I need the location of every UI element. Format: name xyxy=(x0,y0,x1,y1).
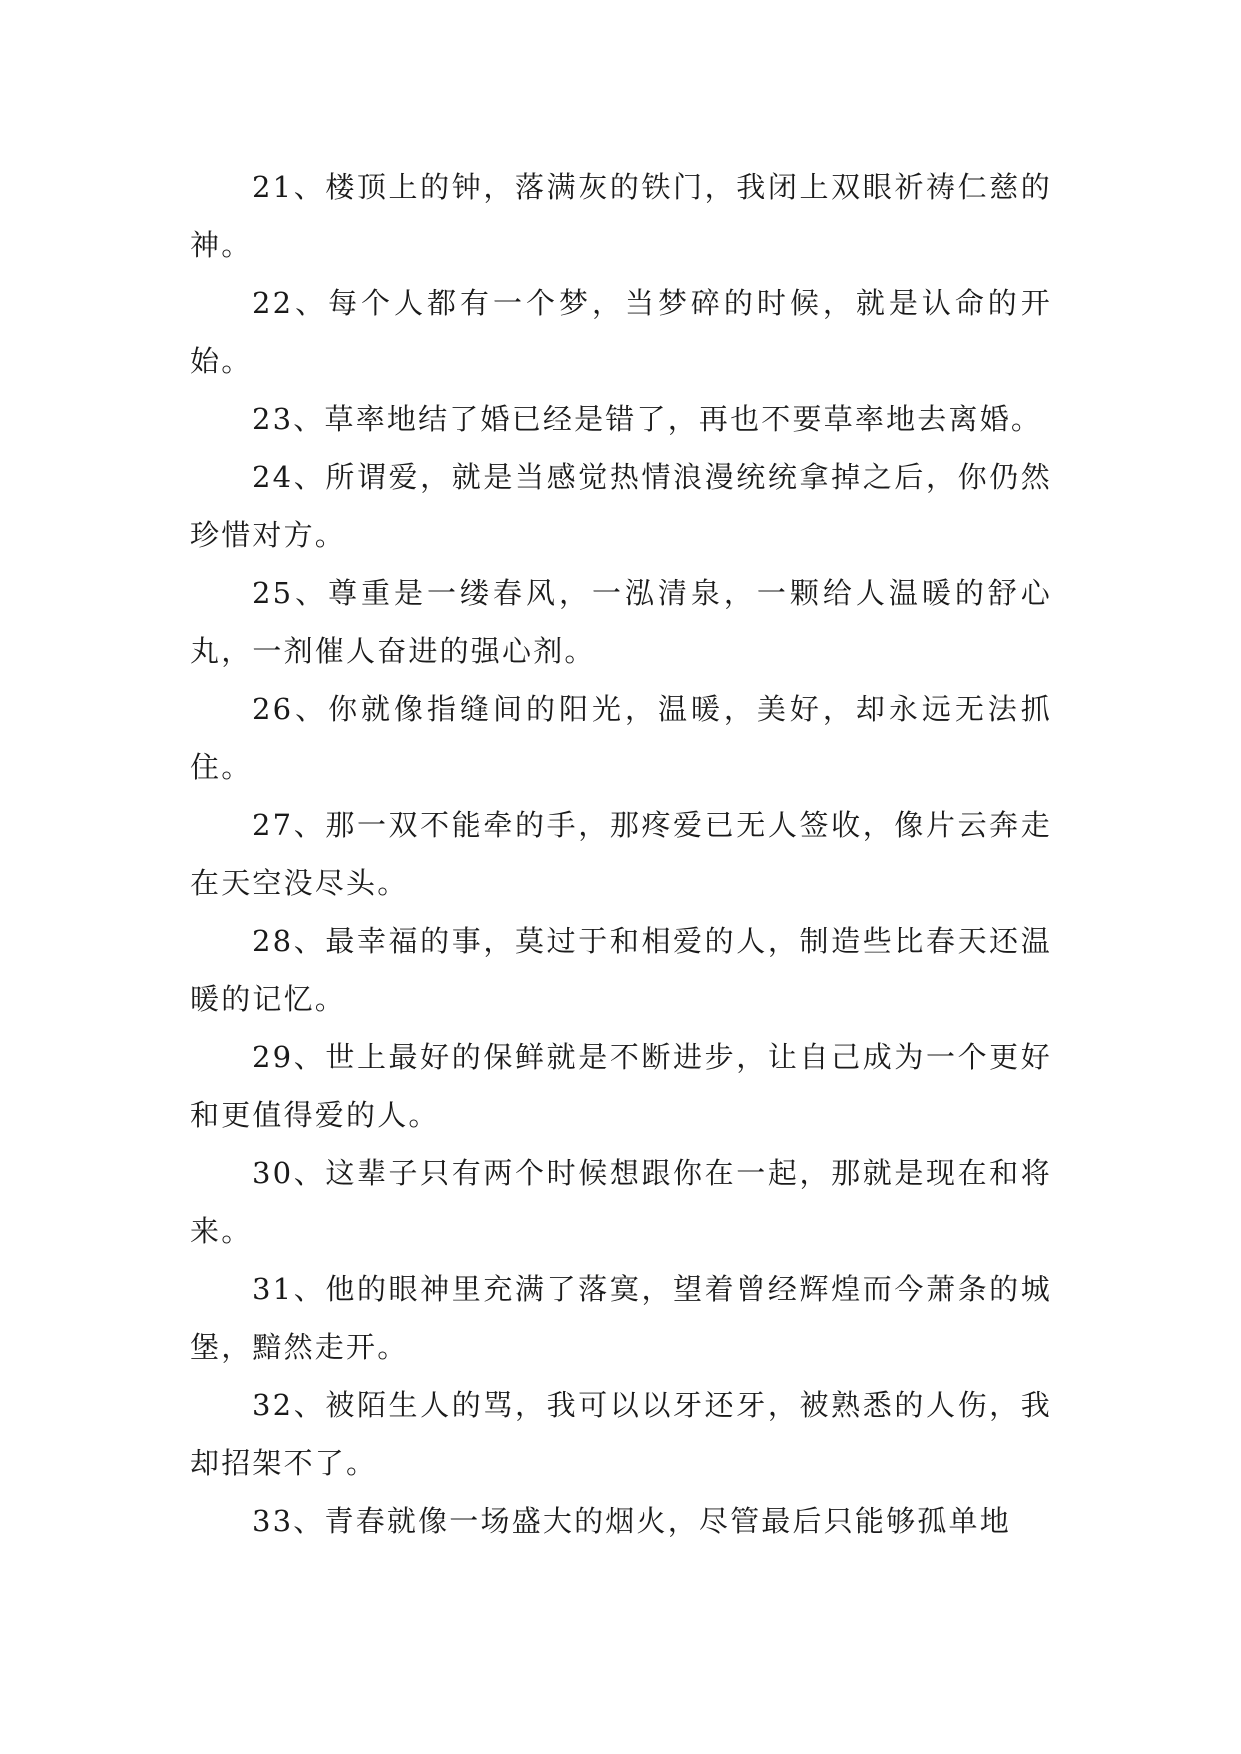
paragraph-26: 26、你就像指缝间的阳光，温暖，美好，却永远无法抓住。 xyxy=(190,692,1052,784)
paragraph-23: 23、草率地结了婚已经是错了，再也不要草率地去离婚。 xyxy=(252,402,1043,436)
paragraph-27: 27、那一双不能牵的手，那疼爱已无人签收，像片云奔走在天空没尽头。 xyxy=(190,808,1052,900)
paragraph-24: 24、所谓爱，就是当感觉热情浪漫统统拿掉之后，你仍然珍惜对方。 xyxy=(190,460,1052,552)
paragraph-32: 32、被陌生人的骂，我可以以牙还牙，被熟悉的人伤，我却招架不了。 xyxy=(190,1388,1052,1480)
paragraph-30: 30、这辈子只有两个时候想跟你在一起，那就是现在和将来。 xyxy=(190,1156,1052,1248)
paragraph-31: 31、他的眼神里充满了落寞，望着曾经辉煌而今萧条的城堡，黯然走开。 xyxy=(190,1272,1052,1364)
paragraph-21: 21、楼顶上的钟，落满灰的铁门，我闭上双眼祈祷仁慈的神。 xyxy=(190,170,1052,262)
document-body xyxy=(190,158,1052,1550)
paragraph-33: 33、青春就像一场盛大的烟火，尽管最后只能够孤单地 xyxy=(252,1504,1011,1538)
paragraph-29: 29、世上最好的保鲜就是不断进步，让自己成为一个更好和更值得爱的人。 xyxy=(190,1040,1052,1132)
paragraph-28: 28、最幸福的事，莫过于和相爱的人，制造些比春天还温暖的记忆。 xyxy=(190,924,1052,1016)
paragraph-25: 25、尊重是一缕春风，一泓清泉，一颗给人温暖的舒心丸，一剂催人奋进的强心剂。 xyxy=(190,576,1052,668)
paragraph-22: 22、每个人都有一个梦，当梦碎的时候，就是认命的开始。 xyxy=(190,286,1052,378)
